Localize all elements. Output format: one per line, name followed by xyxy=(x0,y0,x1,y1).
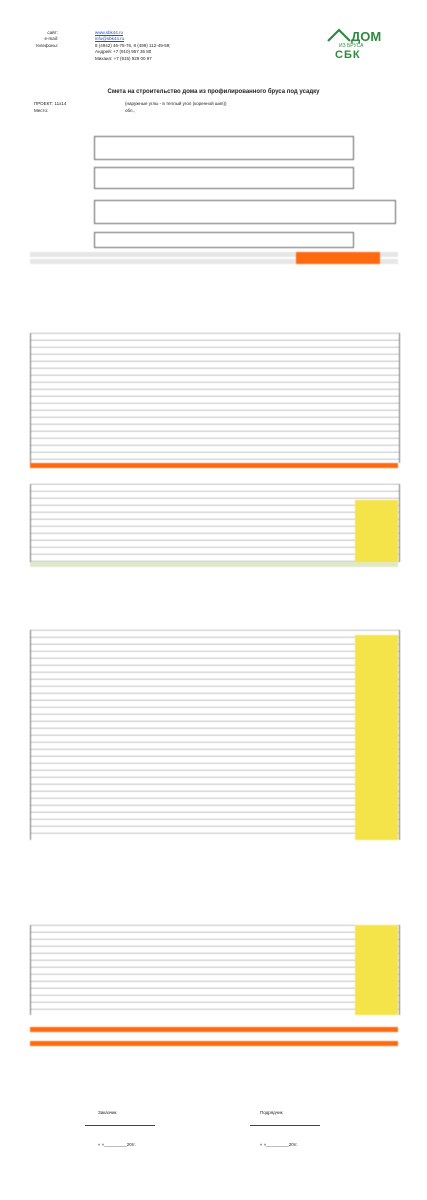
contractor-signature-label: Подрядчик xyxy=(260,1110,283,1115)
customer-signature-line xyxy=(85,1125,155,1126)
summary-orange-cells xyxy=(296,252,380,264)
customer-signature-label: Заказчик xyxy=(98,1110,117,1115)
logo-top: ДОМ xyxy=(351,29,382,44)
document-title: Смета на строительство дома из профилированного бруса под усадку xyxy=(107,89,320,95)
phones-line1: 8 (4942) 46-75-76, 8 (499) 112-49-59; xyxy=(95,43,171,48)
sections-box xyxy=(94,200,396,224)
site-label: сайт: xyxy=(47,30,58,35)
foundation-box xyxy=(94,136,354,160)
house-roof-icon xyxy=(327,28,351,42)
logo-middle: ИЗ БРУСА xyxy=(339,43,364,49)
foundation-total-bar xyxy=(30,463,398,468)
customer-date: « »_________20гг. xyxy=(98,1142,136,1147)
phones-line3: Михаил: +7 (915) 929 00 97 xyxy=(95,56,152,61)
place-value: обл., xyxy=(125,108,136,113)
project-label: ПРОЕКТ: 11х14 xyxy=(34,101,67,106)
logo-bottom: СБК xyxy=(335,49,361,61)
total-house-bar xyxy=(30,1027,398,1032)
email-label: e-mail: xyxy=(44,36,58,41)
site-link[interactable]: www.sbk44.ru xyxy=(95,30,124,35)
contractor-signature-line xyxy=(250,1125,320,1126)
walls-total-bar xyxy=(30,562,398,567)
company-logo xyxy=(325,28,385,64)
crowns-box xyxy=(94,232,354,248)
phones-line2: Андрей: +7 (910) 957 36 80 xyxy=(95,49,152,54)
place-label: Место: xyxy=(34,108,49,113)
total-estimate-bar xyxy=(30,1041,398,1046)
phones-label: телефоны: xyxy=(35,43,58,48)
rebar-box xyxy=(94,167,354,189)
contractor-date: « »_________20гг. xyxy=(260,1142,298,1147)
project-note: (наружные углы - в теплый угол (коренной шип)) xyxy=(125,101,227,106)
email-link[interactable]: info@sbk44.ru xyxy=(95,36,125,41)
